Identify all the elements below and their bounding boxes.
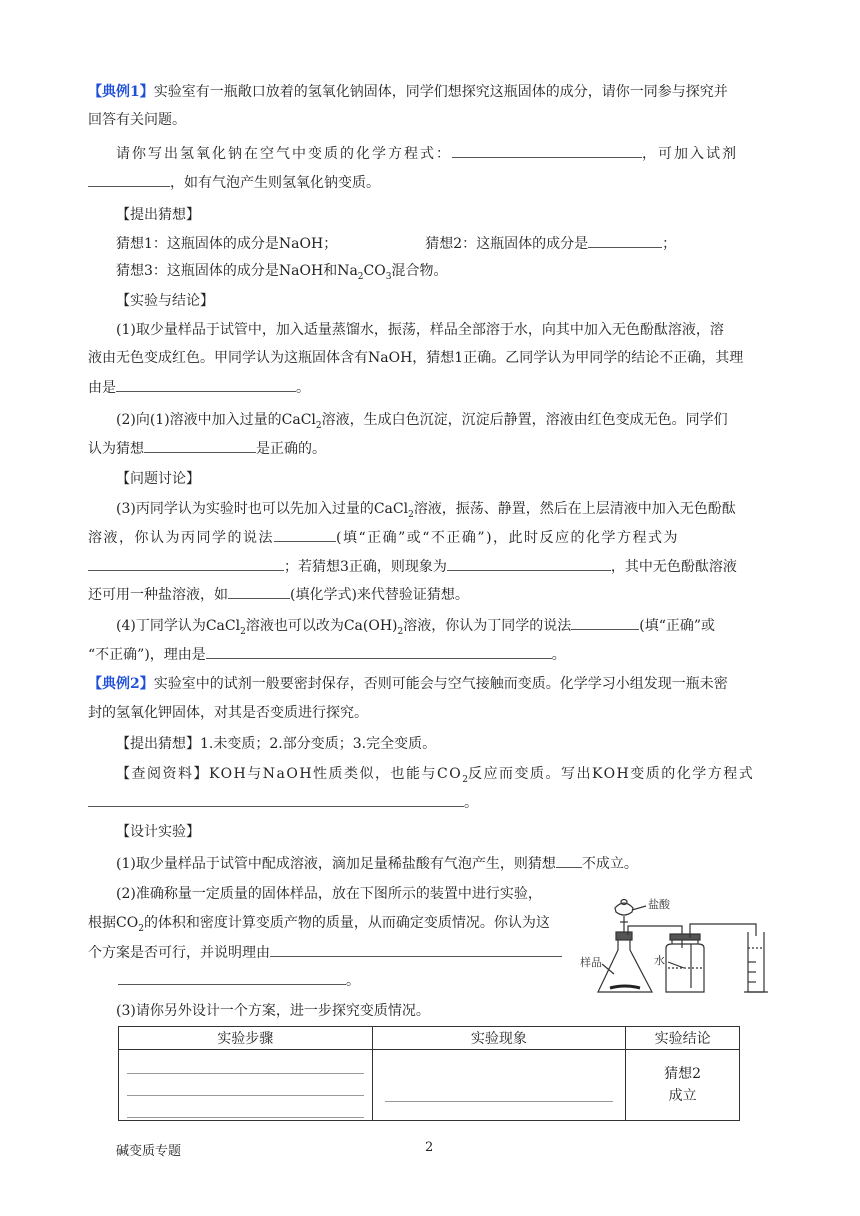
ex1-s4-line2 bbox=[88, 644, 780, 665]
answer-blank[interactable] bbox=[274, 527, 336, 542]
answer-blank[interactable] bbox=[118, 970, 346, 985]
ex1-s1-line3 bbox=[88, 377, 780, 398]
label-water: 水 bbox=[654, 954, 665, 967]
answer-blank[interactable] bbox=[228, 584, 290, 599]
ex1-s2-line2 bbox=[88, 438, 780, 459]
ex1-intro-line2: 回答有关问题。 bbox=[88, 112, 186, 128]
answer-blank[interactable] bbox=[571, 615, 639, 630]
ex2-ref-line2 bbox=[88, 792, 780, 813]
d2-end: 。 bbox=[346, 973, 360, 989]
ex1-guess-line bbox=[116, 233, 808, 254]
ex2-intro-line2: 封的氢氧化钾固体，对其是否变质进行探究。 bbox=[88, 705, 368, 721]
conclusion-b: 成立 bbox=[668, 1088, 697, 1104]
ex1-s3-line3 bbox=[88, 556, 780, 577]
s4a: (4)丁同学认为CaCl bbox=[116, 618, 241, 634]
s4c: 溶液，你认为丁同学的说法 bbox=[403, 618, 572, 634]
ex1-q1-line1 bbox=[116, 143, 780, 164]
ex2-guess: 【提出猜想】1.未变质；2.部分变质；3.完全变质。 bbox=[116, 736, 437, 752]
s1-end: 。 bbox=[296, 380, 310, 396]
sub: 2 bbox=[408, 509, 414, 520]
sample-solid bbox=[610, 986, 640, 988]
sub: 2 bbox=[138, 923, 144, 934]
phenomena-answer-lines[interactable] bbox=[373, 1069, 626, 1102]
ex2-d1 bbox=[116, 853, 808, 874]
s4d: (填“正确”或 bbox=[639, 618, 716, 634]
answer-blank[interactable] bbox=[206, 644, 552, 659]
ex1-guess-3 bbox=[116, 261, 808, 281]
apparatus-figure bbox=[580, 888, 790, 1006]
answer-blank[interactable] bbox=[270, 942, 562, 957]
ex2-d2-line1: (2)准确称量一定质量的固体样品，放在下图所示的装置中进行实验， bbox=[116, 886, 542, 902]
ex1-s1-line2: 液由无色变成红色。甲同学认为这瓶固体含有NaOH，猜想1正确。乙同学认为甲同学的结论不正确，其理 bbox=[88, 350, 744, 366]
answer-blank[interactable] bbox=[88, 792, 464, 807]
guess-3a: 猜想3：这瓶固体的成分是NaOH和Na bbox=[116, 263, 358, 279]
ex1-q1-line2 bbox=[88, 172, 780, 193]
answer-blank[interactable] bbox=[116, 377, 296, 392]
sub: 2 bbox=[240, 626, 246, 637]
ref-end: 。 bbox=[464, 795, 478, 811]
s3d: (填“正确”或“不正确”)，此时反应的化学方程式为 bbox=[336, 530, 680, 546]
ref-b: 反应而变质。写出KOH变质的化学方程式 bbox=[467, 766, 755, 782]
ex1-intro-a: 实验室有一瓶敞口放着的氢氧化钠固体，同学们想探究这瓶固体的成分，请你一同参与探究并 bbox=[153, 84, 728, 100]
ex1-q1c: ，如有气泡产生则氢氧化钠变质。 bbox=[170, 175, 380, 191]
ex2-tag: 【典例2】 bbox=[88, 676, 154, 692]
sub: 2 bbox=[397, 626, 404, 637]
d1b: 不成立。 bbox=[581, 856, 638, 872]
s3g: 还可用一种盐溶液，如 bbox=[88, 587, 228, 603]
s3h: (填化学式)来代替验证猜想。 bbox=[290, 587, 469, 603]
footer-title: 碱变质专题 bbox=[116, 1144, 182, 1159]
ex2-intro-a: 实验室中的试剂一般要密封保存，否则可能会与空气接触而变质。化学学习小组发现一瓶未密 bbox=[153, 676, 728, 692]
ex1-s2-line1 bbox=[116, 410, 808, 430]
water-bottle bbox=[666, 938, 704, 992]
answer-blank[interactable] bbox=[144, 438, 256, 453]
s3e: ；若猜想3正确，则现象为 bbox=[284, 559, 447, 575]
d2d: 个方案是否可行，并说明理由 bbox=[88, 945, 270, 961]
ex2-intro-line1 bbox=[88, 674, 780, 694]
table-header-phenomena: 实验现象 bbox=[372, 1027, 626, 1050]
guess-2: 猜想2：这瓶固体的成分是 bbox=[425, 236, 589, 252]
guess-3c: 混合物。 bbox=[391, 263, 448, 279]
s2d: 是正确的。 bbox=[256, 441, 326, 457]
s2a: (2)向(1)溶液中加入过量的CaCl bbox=[116, 412, 316, 428]
s3b: 溶液，振荡、静置，然后在上层清液中加入无色酚酞 bbox=[413, 501, 736, 517]
s1c: 由是 bbox=[88, 380, 116, 396]
answer-blank[interactable] bbox=[556, 853, 582, 868]
ref-a: 【查阅资料】KOH与NaOH性质类似，也能与CO bbox=[116, 766, 463, 782]
sub: 2 bbox=[357, 271, 364, 282]
ex1-s3-line1 bbox=[116, 499, 808, 519]
ex1-s1-line1: (1)取少量样品于试管中，加入适量蒸馏水，振荡，样品全部溶于水，向其中加入无色酚酞溶液，溶 bbox=[116, 322, 724, 338]
ex2-d3: (3)请你另外设计一个方案，进一步探究变质情况。 bbox=[116, 1003, 430, 1019]
sub: 2 bbox=[315, 420, 322, 431]
ex1-disc-heading: 【问题讨论】 bbox=[116, 471, 200, 487]
label-sample: 样品 bbox=[580, 956, 602, 969]
conclusion-cell bbox=[626, 1050, 740, 1121]
s3a: (3)丙同学认为实验时也可以先加入过量的CaCl bbox=[116, 501, 409, 517]
guess-1: 猜想1：这瓶固体的成分是NaOH； bbox=[116, 236, 338, 252]
answer-blank[interactable] bbox=[452, 143, 642, 158]
ex1-intro-line1 bbox=[88, 82, 780, 102]
ex1-q1b: ，可加入试剂 bbox=[642, 146, 738, 162]
ex2-ref-line1 bbox=[116, 764, 780, 784]
ex1-tag: 【典例1】 bbox=[88, 84, 154, 100]
answer-blank[interactable] bbox=[447, 556, 611, 571]
s3c: 溶液，你认为丙同学的说法 bbox=[88, 530, 274, 546]
s3f: ，其中无色酚酞溶液 bbox=[610, 559, 737, 575]
table-header-row bbox=[119, 1027, 740, 1050]
ex1-s3-line2 bbox=[88, 527, 780, 548]
answer-blank[interactable] bbox=[588, 233, 662, 248]
page-number: 2 bbox=[425, 1140, 434, 1155]
s4b: 溶液也可以改为Ca(OH) bbox=[245, 618, 398, 634]
sub: 3 bbox=[385, 271, 392, 282]
d2b: 根据CO bbox=[88, 915, 139, 931]
phenomena-cell[interactable] bbox=[372, 1050, 626, 1121]
label-acid: 盐酸 bbox=[648, 898, 670, 911]
ex1-q1a: 请你写出氢氧化钠在空气中变质的化学方程式： bbox=[116, 146, 452, 162]
s2c: 认为猜想 bbox=[88, 441, 144, 457]
s4-end: 。 bbox=[551, 647, 566, 663]
s4e: “不正确”)，理由是 bbox=[88, 647, 206, 663]
conical-flask bbox=[598, 940, 652, 992]
sub: 2 bbox=[462, 774, 468, 785]
table-header-conclusion: 实验结论 bbox=[626, 1027, 740, 1050]
answer-blank[interactable] bbox=[88, 172, 170, 187]
ex1-exp-heading: 【实验与结论】 bbox=[116, 293, 214, 309]
guess-3b: CO bbox=[363, 263, 386, 279]
steps-answer-lines[interactable] bbox=[119, 1052, 372, 1118]
ex2-design-heading: 【设计实验】 bbox=[116, 824, 200, 840]
ex1-s4-line1 bbox=[116, 615, 808, 636]
steps-cell[interactable] bbox=[119, 1050, 373, 1121]
conclusion-a: 猜想2 bbox=[664, 1066, 702, 1082]
ex1-s3-line4 bbox=[88, 584, 780, 605]
table-row bbox=[119, 1050, 740, 1121]
table-header-steps: 实验步骤 bbox=[119, 1027, 373, 1050]
guess-2-end: ； bbox=[662, 236, 677, 252]
s2b: 溶液，生成白色沉淀，沉淀后静置，溶液由红色变成无色。同学们 bbox=[321, 412, 728, 428]
d1a: (1)取少量样品于试管中配成溶液，滴加足量稀盐酸有气泡产生，则猜想 bbox=[116, 856, 556, 872]
experiment-table bbox=[118, 1026, 740, 1121]
answer-blank[interactable] bbox=[88, 556, 284, 571]
d2c: 的体积和密度计算变质产物的质量，从而确定变质情况。你认为这 bbox=[143, 915, 550, 931]
ex1-guess-heading: 【提出猜想】 bbox=[116, 207, 200, 223]
